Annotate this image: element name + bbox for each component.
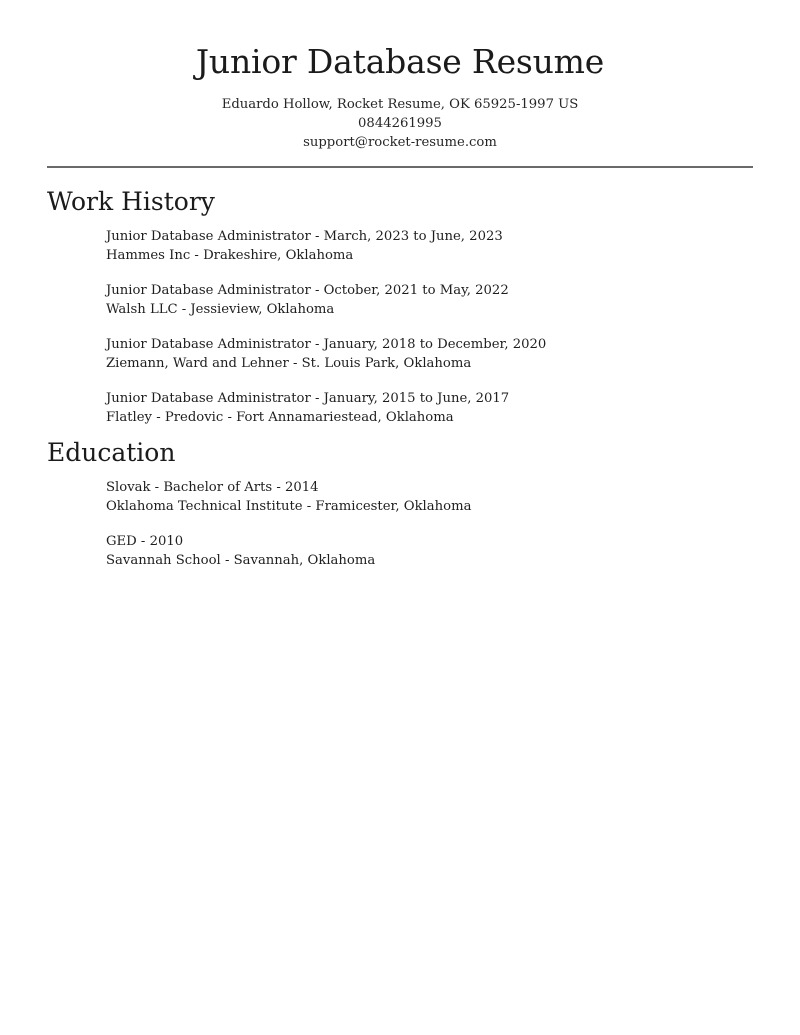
section-title-education: Education (47, 438, 176, 467)
work-entry-company: Walsh LLC - Jessieview, Oklahoma (106, 302, 335, 317)
education-entry-school: Savannah School - Savannah, Oklahoma (106, 553, 376, 568)
work-entry-title: Junior Database Administrator - October, 2021 to May, 2022 (106, 283, 509, 298)
education-entry (106, 478, 471, 516)
work-entry-title: Junior Database Administrator - January, 2018 to December, 2020 (106, 337, 547, 352)
section-title-work-history: Work History (47, 187, 215, 216)
contact-email: support@rocket-resume.com (303, 135, 497, 150)
resume-header (47, 0, 753, 152)
contact-phone: 0844261995 (358, 116, 442, 131)
education-entry-degree: GED - 2010 (106, 534, 184, 549)
work-entry-title: Junior Database Administrator - March, 2023 to June, 2023 (106, 229, 503, 244)
work-entry-title: Junior Database Administrator - January, 2015 to June, 2017 (106, 391, 510, 406)
work-entry (106, 389, 509, 427)
work-entry (106, 281, 509, 319)
work-entry-company: Hammes Inc - Drakeshire, Oklahoma (106, 248, 354, 263)
header-divider (47, 166, 753, 168)
page-title: Junior Database Resume (195, 42, 605, 81)
contact-address: Eduardo Hollow, Rocket Resume, OK 65925-1997 US (221, 97, 579, 112)
work-entry (106, 227, 503, 265)
resume-page (47, 0, 753, 568)
education-entry (106, 532, 375, 570)
education-entry-school: Oklahoma Technical Institute - Framicester, Oklahoma (106, 499, 472, 514)
education-entry-degree: Slovak - Bachelor of Arts - 2014 (106, 480, 319, 495)
work-entry-company: Flatley - Predovic - Fort Annamariestead, Oklahoma (106, 410, 454, 425)
work-entry-company: Ziemann, Ward and Lehner - St. Louis Park, Oklahoma (106, 356, 472, 371)
contact-info (47, 95, 753, 152)
work-entry (106, 335, 546, 373)
